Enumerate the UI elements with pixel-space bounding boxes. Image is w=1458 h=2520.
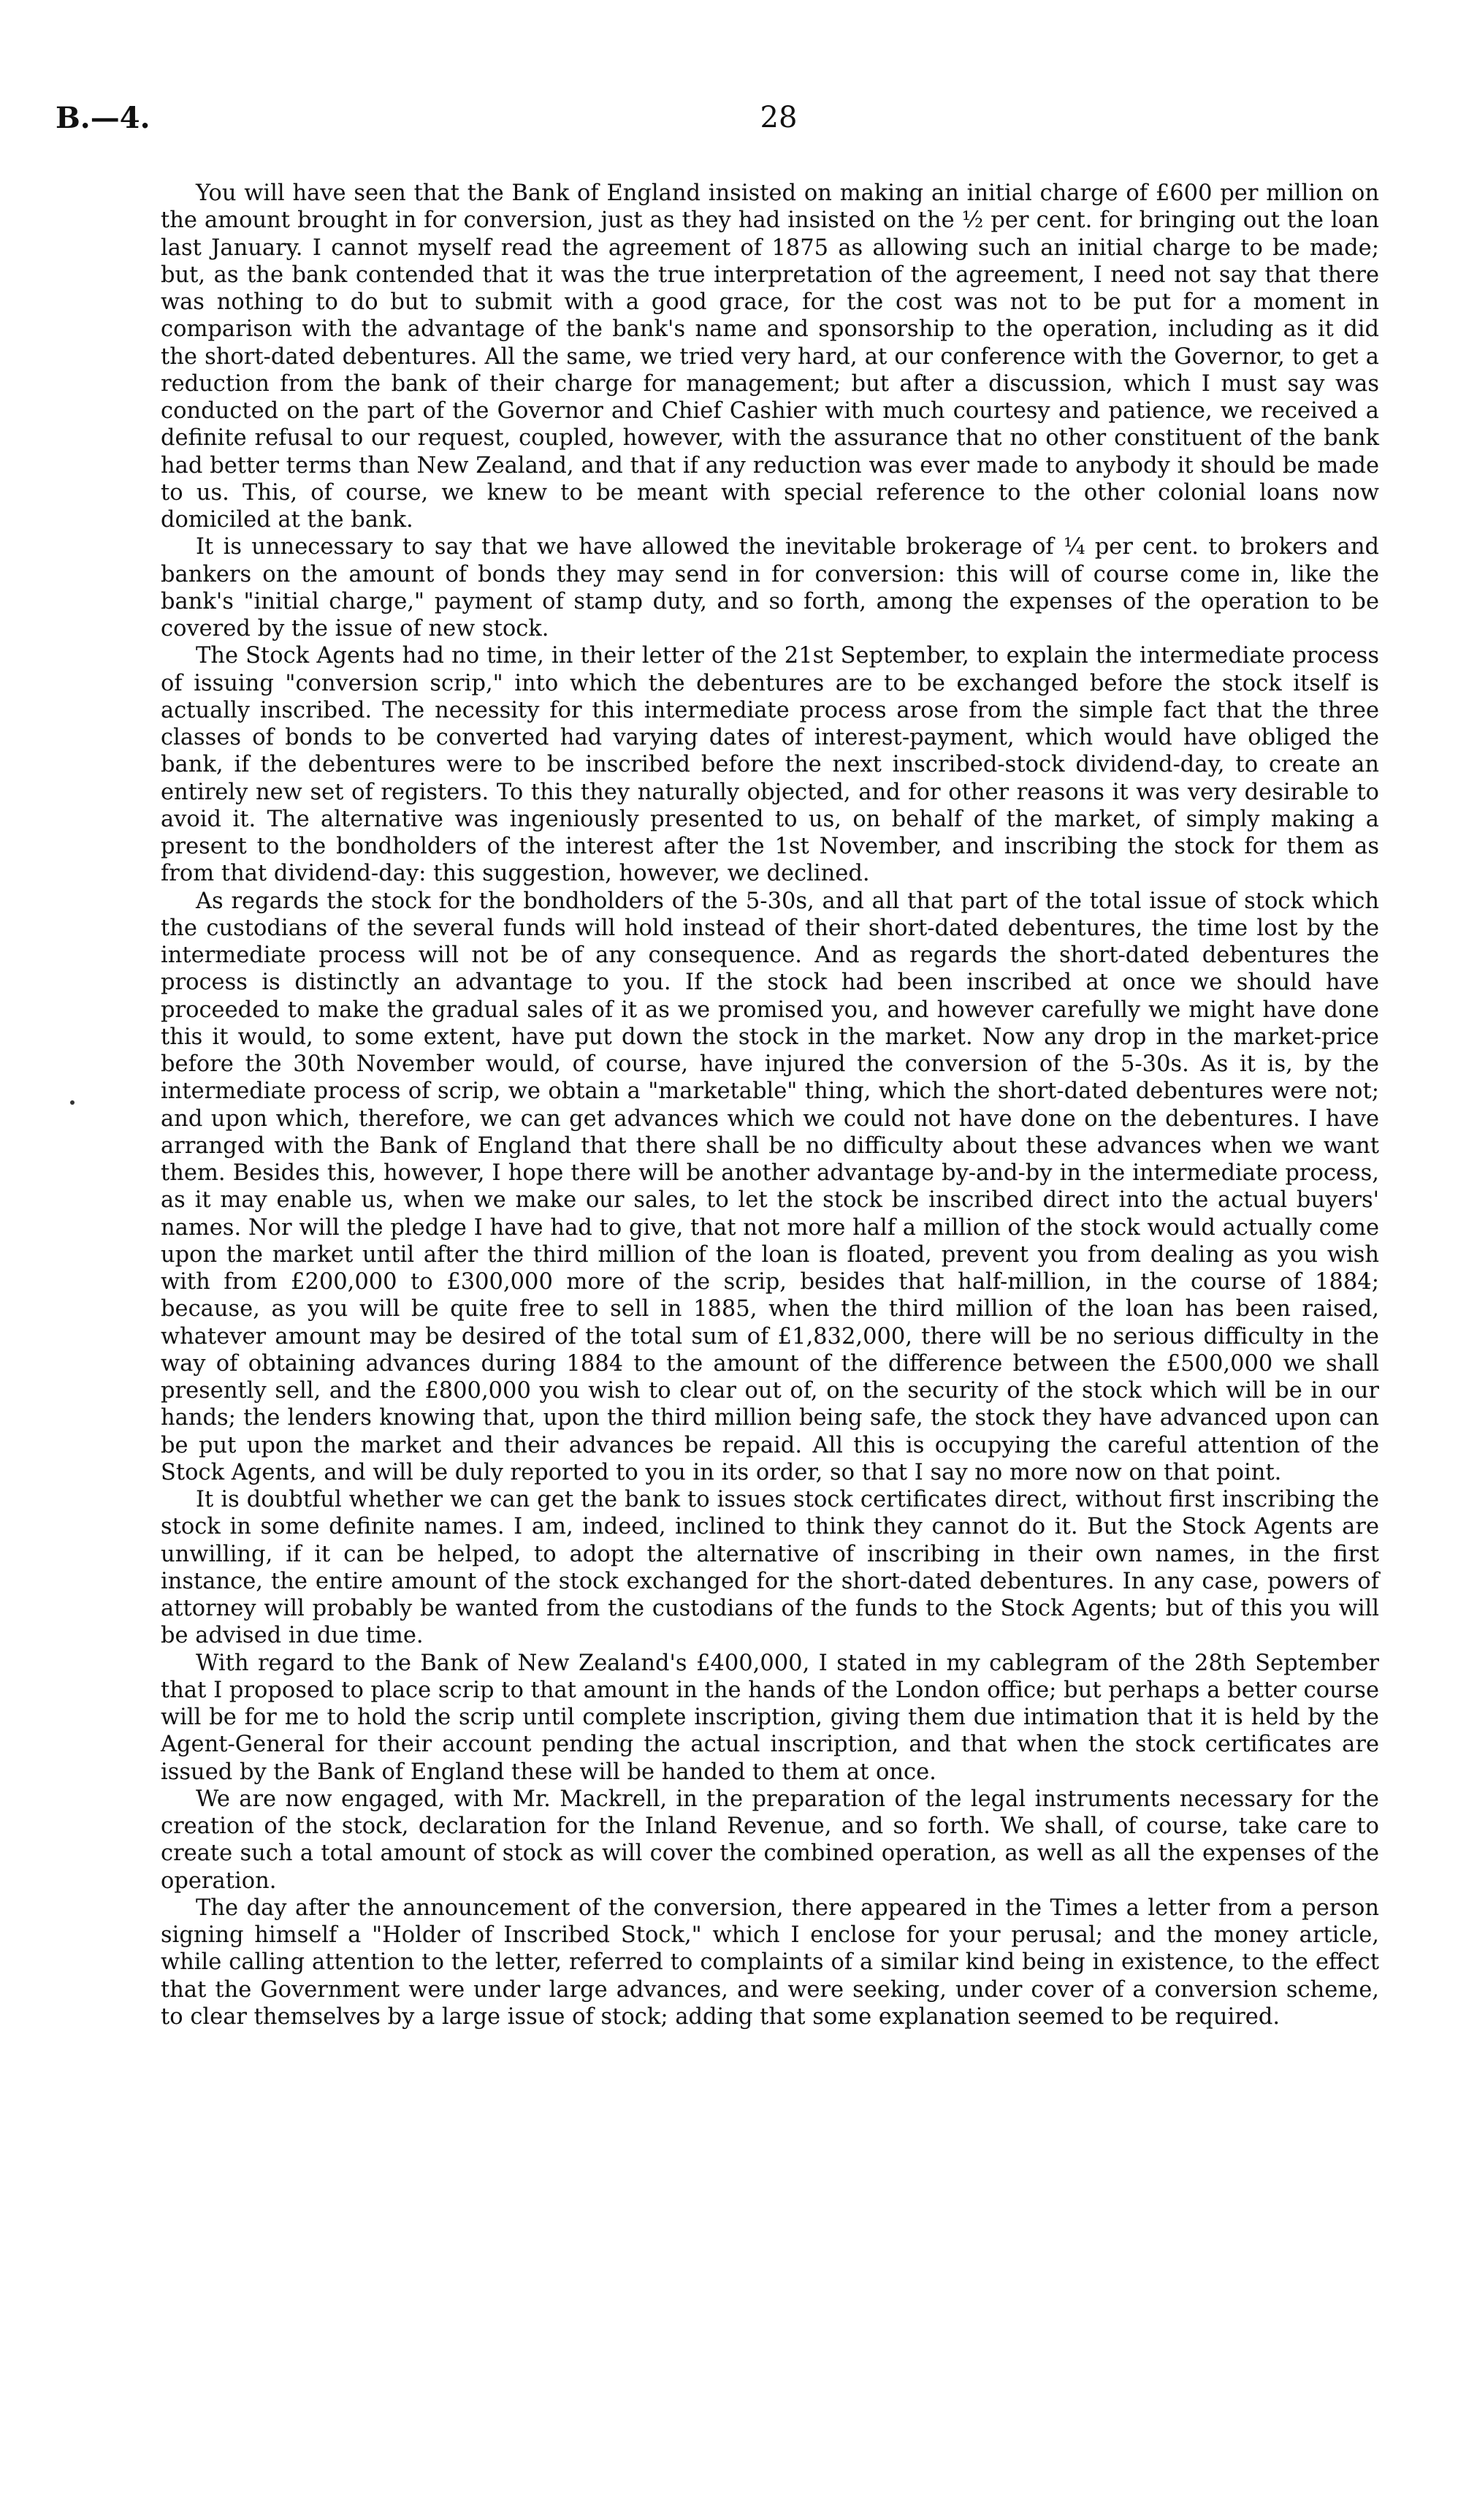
paragraph-conversion-scrip: The Stock Agents had no time, in their letter of the 21st September, to explain the intermediate process of issuing "conversion scrip," into which the debentures are to be exchanged before the stock itself is actually inscribed. The necessity for this intermediate process arose from the simple fact that the three classes of bonds to be converted had varying dates of interest-payment, which would have obliged the bank, if the debentures were to be inscribed before the next inscribed-stock dividend-day, to create an entirely new set of registers. To this they naturally objected, and for other reasons it was very desirable to avoid it. The alternative was ingeniously presented to us, on behalf of the market, of simply making a present to the bondholders of the interest after the 1st November, and inscribing the stock for them as from that dividend-day: this suggestion, however, we declined. — [161, 643, 1379, 887]
page-header — [56, 101, 1385, 145]
paragraph-legal-instruments: We are now engaged, with Mr. Mackrell, in the preparation of the legal instruments necessary for the creation of the stock, declaration for the Inland Revenue, and so forth. We shall, of course, take care to create such a total amount of stock as will cover the combined operation, as well as all the expenses of the operation. — [161, 1786, 1379, 1894]
paragraph-bank-of-new-zealand: With regard to the Bank of New Zealand's £400,000, I stated in my cablegram of the 28th September that I proposed to place scrip to that amount in the hands of the London office; but perhaps a better course will be for me to hold the scrip until complete inscription, giving them due intimation that it is held by the Agent-General for their account pending the actual inscription, and that when the stock certificates are issued by the Bank of England these will be handed to them at once. — [161, 1650, 1379, 1785]
paragraph-stock-advances: As regards the stock for the bondholders of the 5-30s, and all that part of the total issue of stock which the custodians of the several funds will hold instead of their short-dated debentures, the time lost by the intermediate process will not be of any consequence. And as regards the short-dated debentures the process is distinctly an advantage to you. If the stock had been inscribed at once we should have proceeded to make the gradual sales of it as we promised you, and however carefully we might have done this it would, to some extent, have put down the stock in the market. Now any drop in the market-price before the 30th November would, of course, have injured the conversion of the 5-30s. As it is, by the intermediate process of scrip, we obtain a "marketable" thing, which the short-dated debentures were not; and upon which, therefore, we can get advances which we could not have done on the debentures. I have arranged with the Bank of England that there shall be no difficulty about these advances when we want them. Besides this, however, I hope there will be another advantage by-and-by in the intermediate process, as it may enable us, when we make our sales, to let the stock be inscribed direct into the actual buyers' names. Nor will the pledge I have had to give, that not more half a million of the stock would actually come upon the market until after the third million of the loan is floated, prevent you from dealing as you wish with from £200,000 to £300,000 more of the scrip, besides that half-million, in the course of 1884; because, as you will be quite free to sell in 1885, when the third million of the loan has been raised, whatever amount may be desired of the total sum of £1,832,000, there will be no serious difficulty in the way of obtaining advances during 1884 to the amount of the difference between the £500,000 we shall presently sell, and the £800,000 you wish to clear out of, on the security of the stock which will be in our hands; the lenders knowing that, upon the third million being safe, the stock they have advanced upon can be put upon the market and their advances be repaid. All this is occupying the careful attention of the Stock Agents, and will be duly reported to you in its order, so that I say no more now on that point. — [161, 888, 1379, 1485]
paragraph-stock-certificates: It is doubtful whether we can get the bank to issues stock certificates direct, without first inscribing the stock in some definite names. I am, indeed, inclined to think they cannot do it. But the Stock Agents are unwilling, if it can be helped, to adopt the alternative of inscribing in their own names, in the first instance, the entire amount of the stock exchanged for the short-dated debentures. In any case, powers of attorney will probably be wanted from the custodians of the funds to the Stock Agents; but of this you will be advised in due time. — [161, 1487, 1379, 1649]
page-number: 28 — [760, 101, 798, 134]
paragraph-brokerage: It is unnecessary to say that we have allowed the inevitable brokerage of ¼ per cent. to brokers and bankers on the amount of bonds they may send in for conversion: this will of course come in, like the bank's "initial charge," payment of stamp duty, and so forth, among the expenses of the operation to be covered by the issue of new stock. — [161, 534, 1379, 642]
document-reference: B.—4. — [56, 101, 150, 135]
paragraph-initial-charge: You will have seen that the Bank of England insisted on making an initial charge of £600 per million on the amount brought in for conversion, just as they had insisted on the ½ per cent. for bringing out the loan last January. I cannot myself read the agreement of 1875 as allowing such an initial charge to be made; but, as the bank contended that it was the true interpretation of the agreement, I need not say that there was nothing to do but to submit with a good grace, for the cost was not to be put for a moment in comparison with the advantage of the bank's name and sponsorship to the operation, including as it did the short-dated debentures. All the same, we tried very hard, at our conference with the Governor, to get a reduction from the bank of their charge for management; but after a discussion, which I must say was conducted on the part of the Governor and Chief Cashier with much courtesy and patience, we received a definite refusal to our request, coupled, however, with the assurance that no other constituent of the bank had better terms than New Zealand, and that if any reduction was ever made to anybody it should be made to us. This, of course, we knew to be meant with special reference to the other colonial loans now domiciled at the bank. — [161, 180, 1379, 533]
body-text — [161, 180, 1379, 2030]
paragraph-times-letter: The day after the announcement of the conversion, there appeared in the Times a letter from a person signing himself a "Holder of Inscribed Stock," which I enclose for your perusal; and the money article, while calling attention to the letter, referred to complaints of a similar kind being in existence, to the effect that the Government were under large advances, and were seeking, under cover of a conversion scheme, to clear themselves by a large issue of stock; adding that some explanation seemed to be required. — [161, 1895, 1379, 2030]
margin-mark — [70, 1100, 75, 1105]
